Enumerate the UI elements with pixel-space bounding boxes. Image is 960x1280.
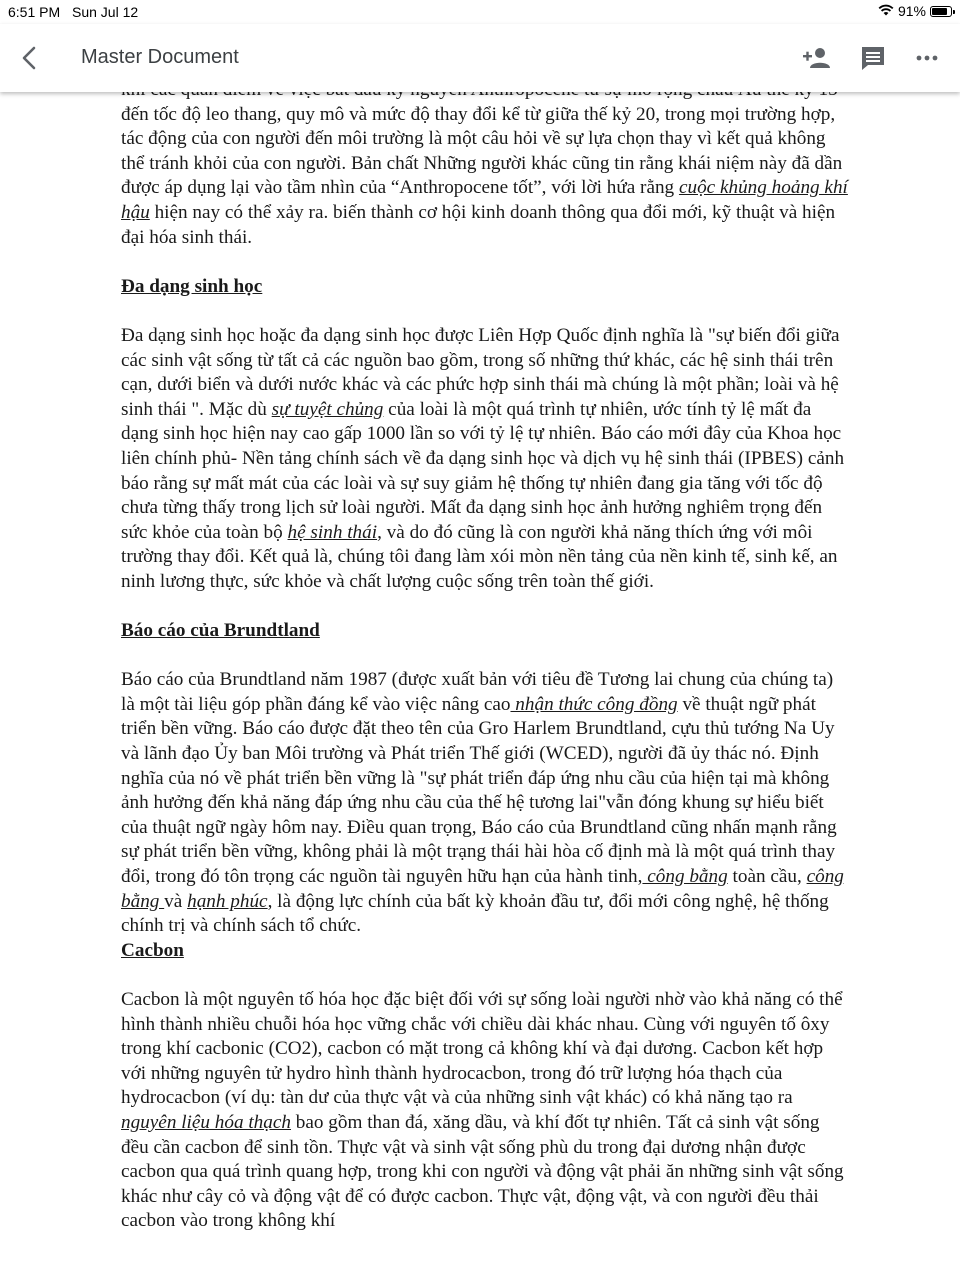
more-options-button[interactable] (911, 42, 943, 74)
paragraph-intro: đến tốc độ leo thang, quy mô và mức độ thay đổi kể từ giữa thế kỷ 20, trong mọi trường hợp, tác động của con người đến môi trường là một câu hỏi về sự lựa chọn thay vì kết quả không thể tránh khỏi của con người. Bản chất Những người khác cũng tin rằng khái niệm này đã dần được áp dụng lại vào tầm nhìn của “Anthropocene tốt”, với lời hứa rằng cuộc khủng hoảng khí hậu hiện nay có thể xảy ra. biến thành cơ hội kinh doanh thông qua đổi mới, kỹ thuật và hiện đại hóa sinh thái. (121, 78, 851, 250)
battery-icon (930, 6, 952, 17)
paragraph-carbon: Cacbon là một nguyên tố hóa học đặc biệt đối với sự sống loài người nhờ vào khả năng có thể hình thành nhiều chuỗi hóa học vững chắc với chiều dài khác nhau. Cùng với nguyên tố ôxy trong khí cacbonic (CO2), cacbon có mặt trong cả không khí và đại dương. Cacbon kết hợp với những nguyên tử hydro hình thành hydrocacbon, trong đó trữ lượng hóa thạch của hydrocacbon (ví dụ: tàn dư của thực vật và của những sinh vật khác) có khả năng tạo ra nguyên liệu hóa thạch bao gồm than đá, xăng dầu, và khí đốt tự nhiên. Tất cả sinh vật sống đều cần cacbon để sinh tồn. Thực vật và sinh vật sống phù du trong đại dương nhận được cacbon qua quá trình quang hợp, trong khi con người và động vật phải ăn những sinh vật sống khác như cây cỏ và động vật để có được cacbon. Thực vật, động vật, và con người đều thải cacbon vào trong không khí (121, 988, 844, 1232)
comment-icon (857, 61, 889, 78)
status-bar (0, 0, 960, 24)
status-right (878, 3, 952, 19)
back-button[interactable] (14, 42, 46, 74)
link-fossil-fuels[interactable]: nguyên liệu hóa thạch (121, 1111, 291, 1133)
share-button[interactable] (801, 42, 833, 74)
link-equity[interactable]: công bằng (121, 866, 844, 912)
back-arrow-icon (14, 61, 46, 78)
heading-carbon: Cacbon (121, 939, 184, 961)
wifi-icon (878, 3, 894, 19)
heading-biodiversity: Đa dạng sinh học (121, 275, 263, 297)
battery-percent: 91% (897, 3, 926, 19)
link-climate-crisis[interactable]: cuộc khủng hoảng khí hậu (121, 177, 848, 223)
link-extinction[interactable]: sự tuyệt chủng (271, 398, 384, 420)
heading-brundtland: Báo cáo của Brundtland (121, 620, 320, 642)
paragraph-brundtland: Báo cáo của Brundtland năm 1987 (được xuất bản với tiêu đề Tương lai chung của chúng ta) là một tài liệu góp phần đáng kể vào việc nâng cao nhận thức công đồng về thuật ngữ phát triển bền vững. Báo cáo được đặt theo tên của Gro Harlem Brundtland, cựu thủ tướng Na Uy và lãnh đạo Ủy ban Môi trường và Phát triển Thế giới (WCED), người đã ủy thác nó. Định nghĩa của nó về phát triển bền vững là "sự phát triển đáp ứng nhu cầu của hiện tại mà không ảnh hưởng đến khả năng đáp ứng nhu cầu của thế hệ tương lai"vẫn đóng khung sự hiểu biết của thuật ngữ ngày hôm nay. Điều quan trọng, Báo cáo của Brundtland cũng nhấn mạnh rằng sự phát triển bền vững, không phải là một trạng thái hài hòa cố định mà là một quá trình thay đổi, trong đó tôn trọng các nguồn tài nguyên hữu hạn của hành tinh, công bằng toàn cầu, công bằng và hạnh phúc, là động lực chính của bất kỳ khoản đầu tư, đổi mới công nghệ, hệ thống chính trị và chính sách tổ chức. (121, 669, 844, 937)
document-body[interactable] (121, 78, 851, 1234)
status-time: 6:51 PM (8, 4, 61, 20)
more-icon (911, 61, 943, 78)
paragraph-biodiversity: Đa dạng sinh học hoặc đa dạng sinh học được Liên Hợp Quốc định nghĩa là "sự biến đổi giữa các sinh vật sống từ tất cả các nguồn bao gồm, trong số những thứ khác, các hệ sinh thái trên cạn, dưới biển và dưới nước khác và các phức hợp sinh thái mà chúng là một phần; loài và hệ sinh thái ". Mặc dù sự tuyệt chủng của loài là một quá trình tự nhiên, ước tính tỷ lệ mất đa dạng sinh học hiện nay cao gấp 1000 lần so với tỷ lệ tự nhiên. Báo cáo mới đây của Khoa học liên chính phủ- Nền tảng chính sách về đa dạng sinh học và dịch vụ hệ sinh thái (IPBES) cảnh báo rằng sự mất mát của các loài và sự suy giảm hệ thống tự nhiên đang gia tăng với tốc độ chưa từng thấy trong lịch sử loài người. Mất đa dạng sinh học ảnh hưởng nghiêm trọng đến sức khỏe của toàn bộ hệ sinh thái, và do đó cũng là con người khả năng thích ứng với môi trường thay đổi. Kết quả là, chúng tôi đang làm xói mòn nền tảng của nền kinh tế, sinh kế, an ninh lương thực, sức khỏe và chất lượng cuộc sống trên toàn thế giới. (121, 324, 845, 592)
link-happiness[interactable]: hạnh phúc (187, 890, 268, 912)
add-person-icon (801, 61, 833, 78)
comments-button[interactable] (857, 42, 889, 74)
document-title: Master Document (81, 46, 239, 68)
link-public-awareness[interactable]: nhận thức công đồng (510, 693, 678, 715)
link-equity-global[interactable]: công bằng (642, 866, 728, 887)
link-ecosystem[interactable]: hệ sinh thái (287, 521, 378, 543)
status-date: Sun Jul 12 (72, 4, 139, 20)
app-bar (0, 24, 960, 92)
